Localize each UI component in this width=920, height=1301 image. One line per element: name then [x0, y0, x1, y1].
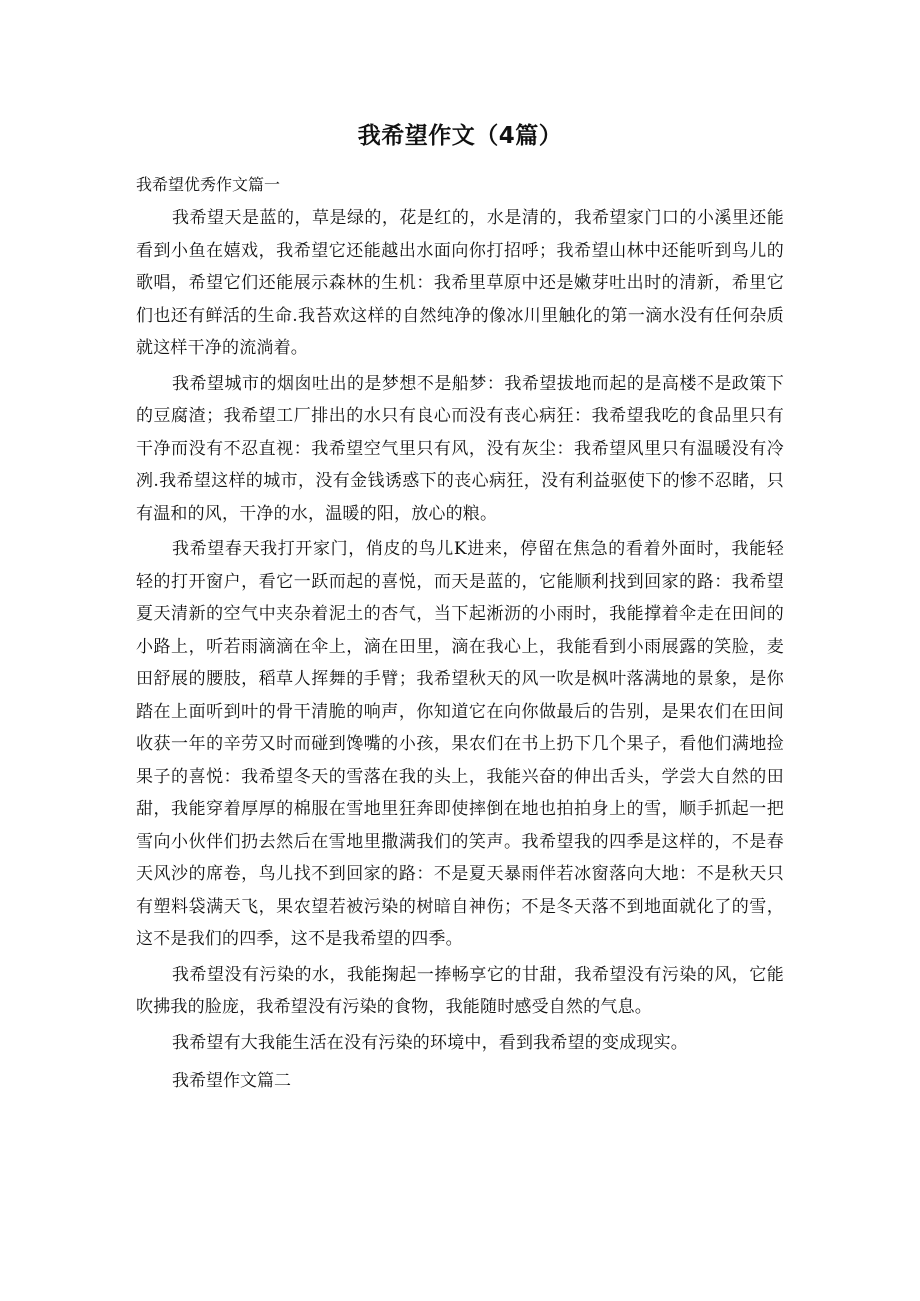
paragraph: 我希望有大我能生活在没有污染的环境中，看到我希望的变成现实。	[172, 1032, 688, 1053]
section-heading-1: 我希望优秀作文篇一	[136, 175, 281, 194]
paragraph: 我希望城市的烟囱吐出的是梦想不是船梦：我希望拔地而起的是高楼不是政策下的豆腐渣；我希望工厂排出的水只有良心而没有丧心病狂：我希望我吃的食品里只有干净而没有不忍直视：我希望空气里只有风，没有灰尘：我希望风里只有温暖没有冷冽.我希望这样的城市，没有金钱诱惑下的丧心病狂，没有利益驱使下的惨不忍睹，只有温和的风，干净的水，温暖的阳，放心的粮。	[136, 373, 784, 524]
section-heading-2: 我希望作文篇二	[172, 1071, 291, 1091]
document-body	[136, 202, 784, 1097]
document-title: 我希望作文（4篇）	[357, 123, 563, 149]
paragraph: 我希望春天我打开家门，俏皮的鸟儿K进来，停留在焦急的看着外面时，我能轻轻的打开窗户，看它一跃而起的喜悦，而天是蓝的，它能顺利找到回家的路：我希望夏天清新的空气中夹杂着泥土的杏气，当下起淅沥的小雨时，我能撑着伞走在田间的小路上，听若雨滴滴在伞上，滴在田里，滴在我心上，我能看到小雨展露的笑脸，麦田舒展的腰肢，稻草人挥舞的手臂；我希望秋天的风一吹是枫叶落满地的景象，是你踏在上面听到叶的骨干清脆的响声，你知道它在向你做最后的告别，是果农们在田间收获一年的辛劳又时而碰到馋嘴的小孩，果农们在书上扔下几个果子，看他们满地捡果子的喜悦：我希望冬天的雪落在我的头上，我能兴奋的伸出舌头，学尝大自然的田甜，我能穿着厚厚的棉服在雪地里狂奔即使摔倒在地也拍拍身上的雪，顺手抓起一把雪向小伙伴们扔去然后在雪地里撒满我们的笑声。我希望我的四季是这样的，不是春天风沙的席卷，鸟儿找不到回家的路：不是夏天暴雨伴若冰窗落向大地：不是秋天只有塑料袋满天飞，果农望若被污染的树暗自神伤；不是冬天落不到地面就化了的雪，这不是我们的四季，这不是我希望的四季。	[136, 539, 784, 949]
paragraph: 我希望天是蓝的，草是绿的，花是红的，水是清的，我希望家门口的小溪里还能看到小鱼在嬉戏，我希望它还能越出水面向你打招呼；我希望山林中还能听到鸟儿的歌唱，希望它们还能展示森林的生机：我希里草原中还是嫩芽吐出时的清新，希里它们也还有鲜活的生命.我苔欢这样的自然纯净的像冰川里触化的第一滴水没有任何杂质就这样干净的流淌着。	[136, 208, 784, 358]
paragraph: 我希望没有污染的水，我能掬起一捧畅享它的甘甜，我希望没有污染的风，它能吹拂我的脸庞，我希望没有污染的食物，我能随时感受自然的气息。	[136, 964, 784, 1017]
